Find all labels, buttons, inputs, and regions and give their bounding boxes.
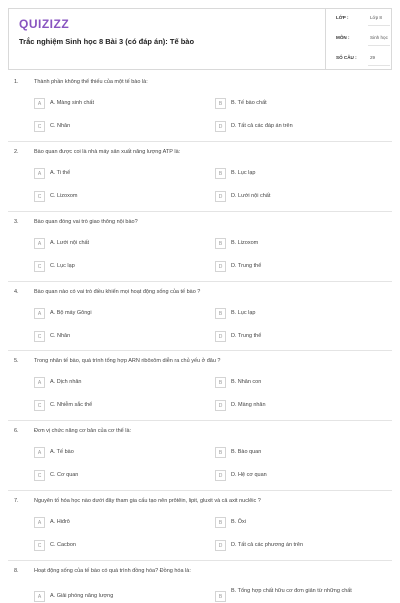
- question-number: 2.: [14, 149, 19, 155]
- option-text: B. Ôxi: [231, 519, 246, 525]
- meta-row-subject: [326, 29, 394, 49]
- worksheet-header: [8, 8, 392, 70]
- meta-panel: [325, 9, 394, 69]
- option-text: A. Dịch nhân: [50, 379, 82, 385]
- meta-value: Lớp 8: [370, 15, 382, 20]
- option-letter-box: B: [215, 168, 226, 179]
- option-letter-box: D: [215, 121, 226, 132]
- option-letter-box: C: [34, 540, 45, 551]
- option-letter-box: B: [215, 517, 226, 528]
- option-text: A. Tế bào: [50, 449, 74, 455]
- option-text: A. Màng sinh chất: [50, 100, 95, 106]
- option-text: D. Lưới nội chất: [231, 193, 271, 199]
- option-text: B. Lizoxom: [231, 240, 259, 246]
- question-number: 5.: [14, 358, 19, 364]
- option-text: A. Lưới nội chất: [50, 240, 90, 246]
- meta-value: 29: [370, 55, 376, 60]
- option-text: C. Cơ quan: [50, 472, 79, 478]
- option-letter-box: C: [34, 191, 45, 202]
- option-letter-box: A: [34, 168, 45, 179]
- option-text: D. Trung thể: [231, 333, 262, 339]
- option-letter-box: C: [34, 331, 45, 342]
- option-text: C. Cacbon: [50, 542, 76, 548]
- option-text: D. Tất cả các phương án trên: [231, 542, 304, 548]
- divider: [8, 141, 392, 142]
- meta-row-class: [326, 9, 394, 29]
- option-letter-box: A: [34, 308, 45, 319]
- option-text: B. Lục lạp: [231, 310, 256, 316]
- option-text: B. Tổng hợp chất hữu cơ đơn giản từ những chất: [231, 588, 352, 594]
- option-letter-box: B: [215, 377, 226, 388]
- question-text: Hoạt động sống của tế bào có quá trình đồng hóa? Đồng hóa là:: [34, 568, 191, 574]
- option-letter-box: D: [215, 540, 226, 551]
- option-text: A. Giải phóng năng lượng: [50, 593, 114, 599]
- question-text: Đơn vị chức năng cơ bản của cơ thể là:: [34, 428, 132, 434]
- option-text: B. Tế bào chất: [231, 100, 267, 106]
- question-number: 3.: [14, 219, 19, 225]
- meta-key: LỚP :: [336, 15, 349, 20]
- worksheet-title: Trắc nghiệm Sinh học 8 Bài 3 (có đáp án): Tế bào: [19, 37, 195, 46]
- option-letter-box: D: [215, 331, 226, 342]
- meta-key: SỐ CÂU :: [336, 55, 357, 60]
- meta-key: MÔN :: [336, 35, 350, 40]
- option-text: D. Tất cả các đáp án trên: [231, 123, 293, 129]
- question-number: 7.: [14, 498, 19, 504]
- question-number: 1.: [14, 79, 19, 85]
- question-text: Trong nhân tế bào, quá trình tổng hợp ARN ribôxôm diễn ra chủ yếu ở đâu ?: [34, 358, 221, 364]
- option-letter-box: B: [215, 447, 226, 458]
- option-letter-box: B: [215, 591, 226, 602]
- option-letter-box: A: [34, 591, 45, 602]
- option-letter-box: A: [34, 517, 45, 528]
- option-letter-box: A: [34, 238, 45, 249]
- option-letter-box: B: [215, 98, 226, 109]
- option-text: C. Lizoxom: [50, 193, 78, 199]
- option-letter-box: C: [34, 261, 45, 272]
- option-letter-box: C: [34, 400, 45, 411]
- option-letter-box: A: [34, 447, 45, 458]
- option-letter-box: D: [215, 470, 226, 481]
- option-letter-box: C: [34, 470, 45, 481]
- option-letter-box: A: [34, 98, 45, 109]
- option-text: A. Ti thể: [50, 170, 71, 176]
- divider: [8, 211, 392, 212]
- option-text: D. Hệ cơ quan: [231, 472, 267, 478]
- option-text: C. Nhân: [50, 123, 71, 129]
- divider: [8, 560, 392, 561]
- option-text: D. Trung thể: [231, 263, 262, 269]
- option-text: B. Lục lạp: [231, 170, 256, 176]
- option-letter-box: C: [34, 121, 45, 132]
- divider: [8, 490, 392, 491]
- option-text: C. Nhân: [50, 333, 71, 339]
- question-text: Nguyên tố hóa học nào dưới đây tham gia cấu tạo nên prôtêin, lipit, gluxit và cả axit nuclêic ?: [34, 498, 261, 504]
- question-number: 6.: [14, 428, 19, 434]
- option-letter-box: D: [215, 191, 226, 202]
- question-text: Bào quan nào có vai trò điều khiển mọi hoạt động sống của tế bào ?: [34, 289, 201, 295]
- option-text: B. Nhân con: [231, 379, 262, 385]
- option-text: C. Nhiễm sắc thể: [50, 402, 93, 408]
- question-number: 8.: [14, 568, 19, 574]
- question-text: Bào quan được coi là nhà máy sản xuất năng lượng ATP là:: [34, 149, 181, 155]
- meta-value: Sinh học: [370, 35, 388, 40]
- question-number: 4.: [14, 289, 19, 295]
- divider: [8, 281, 392, 282]
- meta-row-count: [326, 49, 394, 69]
- divider: [8, 420, 392, 421]
- option-letter-box: B: [215, 308, 226, 319]
- option-text: A. Hiđrô: [50, 519, 70, 525]
- option-text: C. Lục lạp: [50, 263, 75, 269]
- question-text: Thành phần không thể thiếu của một tế bào là:: [34, 79, 148, 85]
- quizizz-logo: QUIZIZZ: [19, 17, 70, 31]
- option-text: A. Bộ máy Gôngi: [50, 310, 92, 316]
- option-letter-box: A: [34, 377, 45, 388]
- question-text: Bào quan đóng vai trò giao thông nội bào?: [34, 219, 138, 225]
- divider: [8, 350, 392, 351]
- option-letter-box: B: [215, 238, 226, 249]
- option-text: B. Bào quan: [231, 449, 262, 455]
- option-letter-box: D: [215, 261, 226, 272]
- option-letter-box: D: [215, 400, 226, 411]
- option-text: D. Màng nhân: [231, 402, 266, 408]
